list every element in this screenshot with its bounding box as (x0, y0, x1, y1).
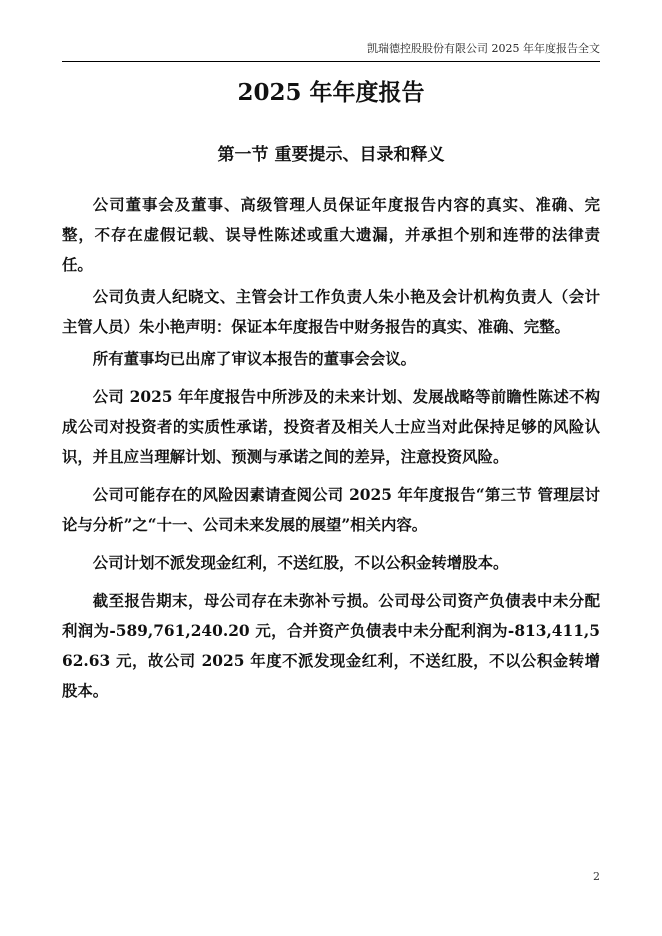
paragraph-dividend-plan: 公司计划不派发现金红利，不送红股，不以公积金转增股本。 (92, 554, 509, 572)
running-header: 凯瑞德控股股份有限公司 2025 年年度报告全文 (367, 42, 600, 55)
paragraph-board-attendance: 所有董事均已出席了审议本报告的董事会会议。 (92, 350, 417, 368)
paragraph-board-guarantee: 公司董事会及董事、高级管理人员保证年度报告内容的真实、准确、完整，不存在虚假记载、误导性陈述或重大遗漏，并承担个别和连带的法律责任。 (62, 196, 600, 274)
page-number: 2 (593, 870, 600, 883)
document-body (62, 190, 600, 706)
paragraph-undistributed-profit: 截至报告期末，母公司存在未弥补亏损。公司母公司资产负债表中未分配利润为-589,761,240.20 元，合并资产负债表中未分配利润为-813,411,562.63 元，故公司 2025 年度不派发现金红利，不送红股，不以公积金转增股本。 (62, 592, 600, 700)
paragraph-responsible-persons: 公司负责人纪晓文、主管会计工作负责人朱小艳及会计机构负责人（会计主管人员）朱小艳声明：保证本年度报告中财务报告的真实、准确、完整。 (62, 288, 600, 336)
section-title: 第一节 重要提示、目录和释义 (217, 145, 445, 165)
header-divider (62, 61, 600, 62)
document-title: 2025 年年度报告 (237, 79, 425, 106)
paragraph-risk-factors: 公司可能存在的风险因素请查阅公司 2025 年年度报告“第三节 管理层讨论与分析”之“十一、公司未来发展的展望”相关内容。 (62, 486, 600, 534)
paragraph-forward-looking: 公司 2025 年年度报告中所涉及的未来计划、发展战略等前瞻性陈述不构成公司对投资者的实质性承诺，投资者及相关人士应当对此保持足够的风险认识，并且应当理解计划、预测与承诺之间的差异，注意投资风险。 (62, 388, 600, 466)
